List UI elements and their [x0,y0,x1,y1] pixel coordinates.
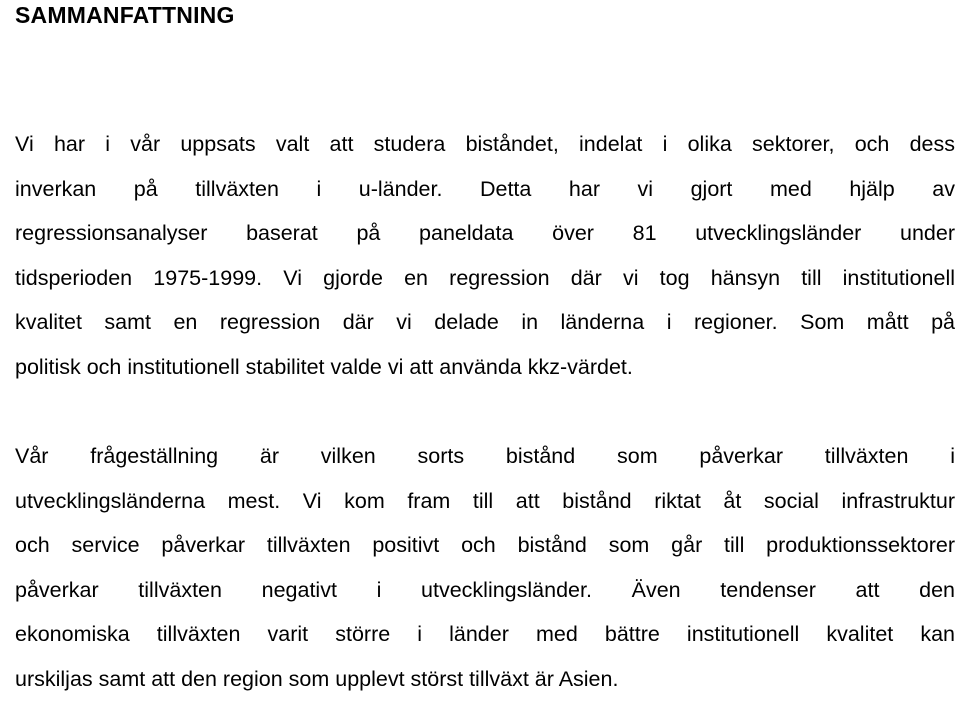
paragraph-line: inverkan på tillväxten i u-länder. Detta har vi gjort med hjälp av [15,167,955,212]
paragraph-line: påverkar tillväxten negativt i utvecklingsländer. Även tendenser att den [15,568,955,613]
paragraph-line: och service påverkar tillväxten positivt och bistånd som går till produktionssektorer [15,523,955,568]
paragraph-line: Vår frågeställning är vilken sorts bistånd som påverkar tillväxten i [15,434,955,479]
paragraph-line: ekonomiska tillväxten varit större i länder med bättre institutionell kvalitet kan [15,612,955,657]
summary-paragraph-1 [15,122,955,389]
paragraph-line: tidsperioden 1975-1999. Vi gjorde en regression där vi tog hänsyn till institutionell [15,256,955,301]
summary-paragraph-2 [15,434,955,701]
paragraph-line: regressionsanalyser baserat på paneldata över 81 utvecklingsländer under [15,211,955,256]
paragraph-line: Vi har i vår uppsats valt att studera biståndet, indelat i olika sektorer, och dess [15,122,955,167]
document-heading: SAMMANFATTNING [15,1,235,29]
paragraph-line-last: politisk och institutionell stabilitet valde vi att använda kkz-värdet. [15,345,955,390]
paragraph-line: utvecklingsländerna mest. Vi kom fram till att bistånd riktat åt social infrastruktur [15,479,955,524]
paragraph-line-last: urskiljas samt att den region som upplevt störst tillväxt är Asien. [15,657,955,701]
paragraph-line: kvalitet samt en regression där vi delade in länderna i regioner. Som mått på [15,300,955,345]
